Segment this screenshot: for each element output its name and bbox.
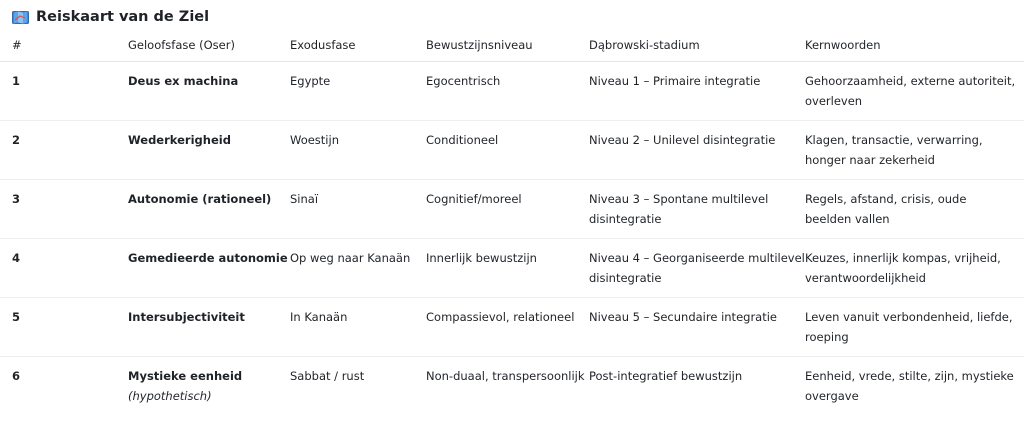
table-row xyxy=(0,180,1024,239)
column-header-kernwoorden: Kernwoorden xyxy=(805,30,1024,62)
fase-label: Gemedieerde autonomie xyxy=(128,251,288,265)
cell-number: 5 xyxy=(0,298,128,357)
cell-dabrowski: Niveau 1 – Primaire integratie xyxy=(589,62,805,121)
fase-label: Intersubjectiviteit xyxy=(128,310,245,324)
cell-bewustzijnsniveau: Compassievol, relationeel xyxy=(426,298,589,357)
cell-number: 6 xyxy=(12,369,21,383)
cell-exodusfase: Op weg naar Kanaän xyxy=(290,239,426,298)
cell-geloofsfase xyxy=(128,62,290,121)
page-title xyxy=(12,6,209,28)
cell-kernwoorden: Klagen, transactie, verwarring, honger naar zekerheid xyxy=(805,121,1024,180)
table-row xyxy=(0,298,1024,357)
cell-number: 2 xyxy=(0,121,128,180)
column-header-dabrowski: Dąbrowski-stadium xyxy=(589,30,805,62)
cell-dabrowski: Niveau 2 – Unilevel disintegratie xyxy=(589,121,805,180)
cell-geloofsfase xyxy=(128,121,290,180)
cell-kernwoorden: Gehoorzaamheid, externe autoriteit, overleven xyxy=(805,62,1024,121)
cell-dabrowski: Post-integratief bewustzijn xyxy=(589,369,743,383)
column-header-geloofsfase: Geloofsfase (Oser) xyxy=(128,30,290,62)
title-text: Reiskaart van de Ziel xyxy=(36,9,210,25)
fase-label: Autonomie (rationeel) xyxy=(128,192,272,206)
cell-geloofsfase xyxy=(128,180,290,239)
column-header-bewustzijnsniveau: Bewustzijnsniveau xyxy=(426,30,589,62)
journey-table xyxy=(0,30,1024,415)
cell-exodusfase: Sabbat / rust xyxy=(290,369,365,383)
cell-bewustzijnsniveau: Conditioneel xyxy=(426,121,589,180)
cell-kernwoorden: Eenheid, vrede, stilte, zijn, mystieke overgave xyxy=(805,369,1014,403)
cell-geloofsfase xyxy=(128,357,290,416)
cell-dabrowski: Niveau 4 – Georganiseerde multilevel disintegratie xyxy=(589,239,805,298)
column-header-number: # xyxy=(0,30,128,62)
fase-label: Wederkerigheid xyxy=(128,133,231,147)
cell-dabrowski: Niveau 5 – Secundaire integratie xyxy=(589,298,805,357)
cell-bewustzijnsniveau: Innerlijk bewustzijn xyxy=(426,239,589,298)
table-row xyxy=(0,357,1024,416)
cell-exodusfase: In Kanaän xyxy=(290,298,426,357)
cell-exodusfase: Sinaï xyxy=(290,180,426,239)
cell-exodusfase: Egypte xyxy=(290,62,426,121)
cell-bewustzijnsniveau: Egocentrisch xyxy=(426,62,589,121)
cell-kernwoorden: Regels, afstand, crisis, oude beelden vallen xyxy=(805,180,1024,239)
fase-note: (hypothetisch) xyxy=(128,389,212,403)
cell-dabrowski: Niveau 3 – Spontane multilevel disintegratie xyxy=(589,180,805,239)
fase-label: Mystieke eenheid xyxy=(128,369,243,383)
cell-number: 4 xyxy=(0,239,128,298)
table-row xyxy=(0,121,1024,180)
table-header-row xyxy=(0,30,1024,62)
cell-geloofsfase xyxy=(128,298,290,357)
cell-number: 1 xyxy=(0,62,128,121)
column-header-exodusfase: Exodusfase xyxy=(290,30,426,62)
cell-kernwoorden: Leven vanuit verbondenheid, liefde, roeping xyxy=(805,298,1024,357)
table-row xyxy=(0,239,1024,298)
cell-number: 3 xyxy=(0,180,128,239)
map-icon xyxy=(12,10,29,25)
cell-bewustzijnsniveau: Cognitief/moreel xyxy=(426,180,589,239)
fase-label: Deus ex machina xyxy=(128,74,239,88)
table-row xyxy=(0,62,1024,121)
cell-kernwoorden: Keuzes, innerlijk kompas, vrijheid, verantwoordelijkheid xyxy=(805,239,1024,298)
cell-bewustzijnsniveau: Non-duaal, transpersoonlijk xyxy=(426,369,585,383)
cell-geloofsfase xyxy=(128,239,290,298)
cell-exodusfase: Woestijn xyxy=(290,121,426,180)
